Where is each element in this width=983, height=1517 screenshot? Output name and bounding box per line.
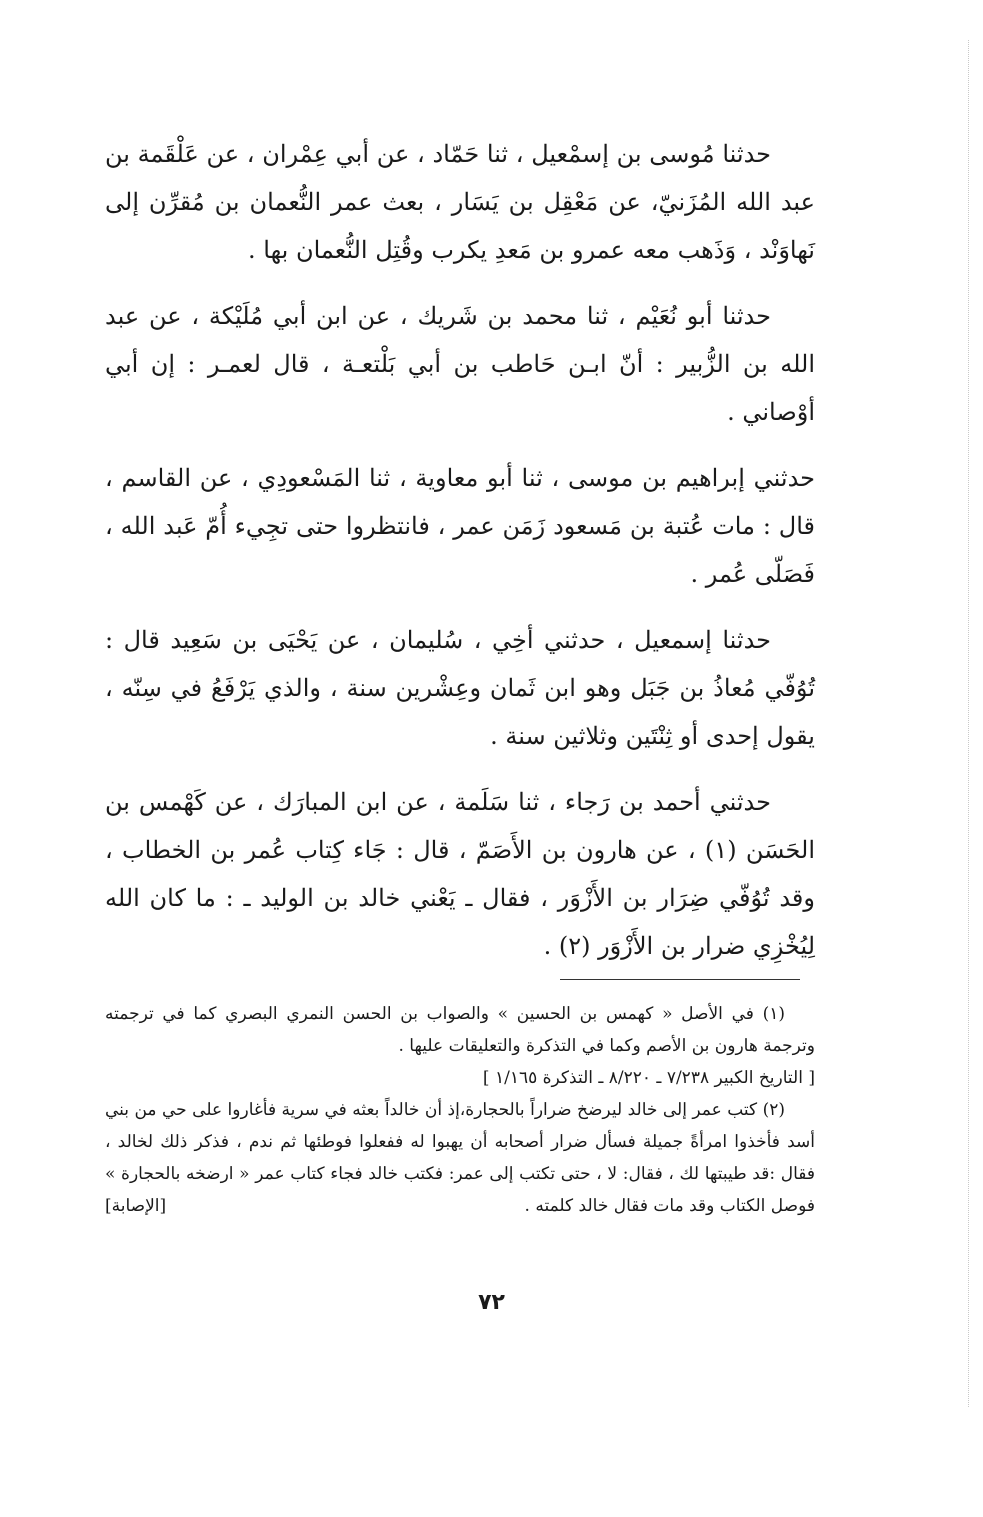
footnote-separator xyxy=(560,979,800,980)
footnotes xyxy=(105,998,815,1222)
footnote-2 xyxy=(105,1094,815,1222)
main-text xyxy=(105,130,815,988)
paragraph-1: حدثنا مُوسى بن إسمْعيل ، ثنا حَمّاد ، عن أبي عِمْران ، عن عَلْقَمة بن عبد الله المُزَنيّ، عن مَعْقِل بن يَسَار ، بعث عمر النُّعمان بن مُقرِّن إلى نَهاوَنْد ، وَذَهب معه عمرو بن مَعدِ يكرب وقُتِل النُّعمان بها . xyxy=(105,140,815,264)
page-number: ٧٢ xyxy=(478,1290,505,1315)
paragraph-4: حدثنا إسمعيل ، حدثني أخِي ، سُليمان ، عن يَحْيَى بن سَعِيد قال : تُوُفّي مُعاذُ بن جَبَل وهو ابن ثَمان وعِشْرين سنة ، والذي يَرْفَعُ في سِنّه ، يقول إحدى أو ثِنْتَين وثلاثين سنة . xyxy=(105,626,815,750)
paragraph-5: حدثني أحمد بن رَجاء ، ثنا سَلَمة ، عن ابن المبارَك ، عن كَهْمس بن الحَسَن (١) ، عن هارون بن الأَصَمّ ، قال : جَاء كِتاب عُمر بن الخطاب ، وقد تُوُفّي ضِرَار بن الأَزْوَر ، فقال ـ يَعْني خالد بن الوليد ـ : ما كان الله لِيُخْزِي ضرار بن الأَزْوَر (٢) . xyxy=(105,788,815,960)
paragraph-3: حدثني إبراهيم بن موسى ، ثنا أبو معاوية ، ثنا المَسْعودِي ، عن القاسم ، قال : مات عُتبة بن مَسعود زَمَن عمر ، فانتظروا حتى تجِيء أُمّ عَبد الله ، فَصَلّى عُمر . xyxy=(105,464,815,588)
footnote-2-source: [الإصابة] xyxy=(105,1196,167,1216)
footnote-1: (١) في الأصل « كهمس بن الحسين » والصواب بن الحسن النمري البصري كما في ترجمته وترجمة هارون بن الأصم وكما في التذكرة والتعليقات عليها . xyxy=(105,1004,815,1056)
footnote-2-text: (٢) كتب عمر إلى خالد ليرضخ ضراراً بالحجارة،إذ أن خالداً بعثه في سرية فأغاروا على حي من بني أسد فأخذوا امرأةً جميلة فسأل ضرار أصحابه أن يهبوا له ففعلوا فوطئها ثم ندم ، فذكر ذلك لخالد ، فقال :قد طيبتها لك ، فقال: لا ، حتى تكتب إلى عمر: فكتب خالد فجاء كتاب عمر « ارضخه بالحجارة » فوصل الكتاب وقد مات فقال خالد كلمته . xyxy=(105,1100,815,1216)
paragraph-2: حدثنا أبو نُعَيْم ، ثنا محمد بن شَريك ، عن ابن أبي مُلَيْكة ، عن عبد الله بن الزُّبير : أنّ ابـن حَاطب بن أبي بَلْتعـة ، قال لعمـر : إن أبي أوْصاني . xyxy=(105,302,815,426)
scan-edge-line xyxy=(968,40,969,1407)
footnote-1-reference: [ التاريخ الكبير ٧/٢٣٨ ـ ٨/٢٢٠ ـ التذكرة ١/١٦٥ ] xyxy=(482,1068,815,1088)
